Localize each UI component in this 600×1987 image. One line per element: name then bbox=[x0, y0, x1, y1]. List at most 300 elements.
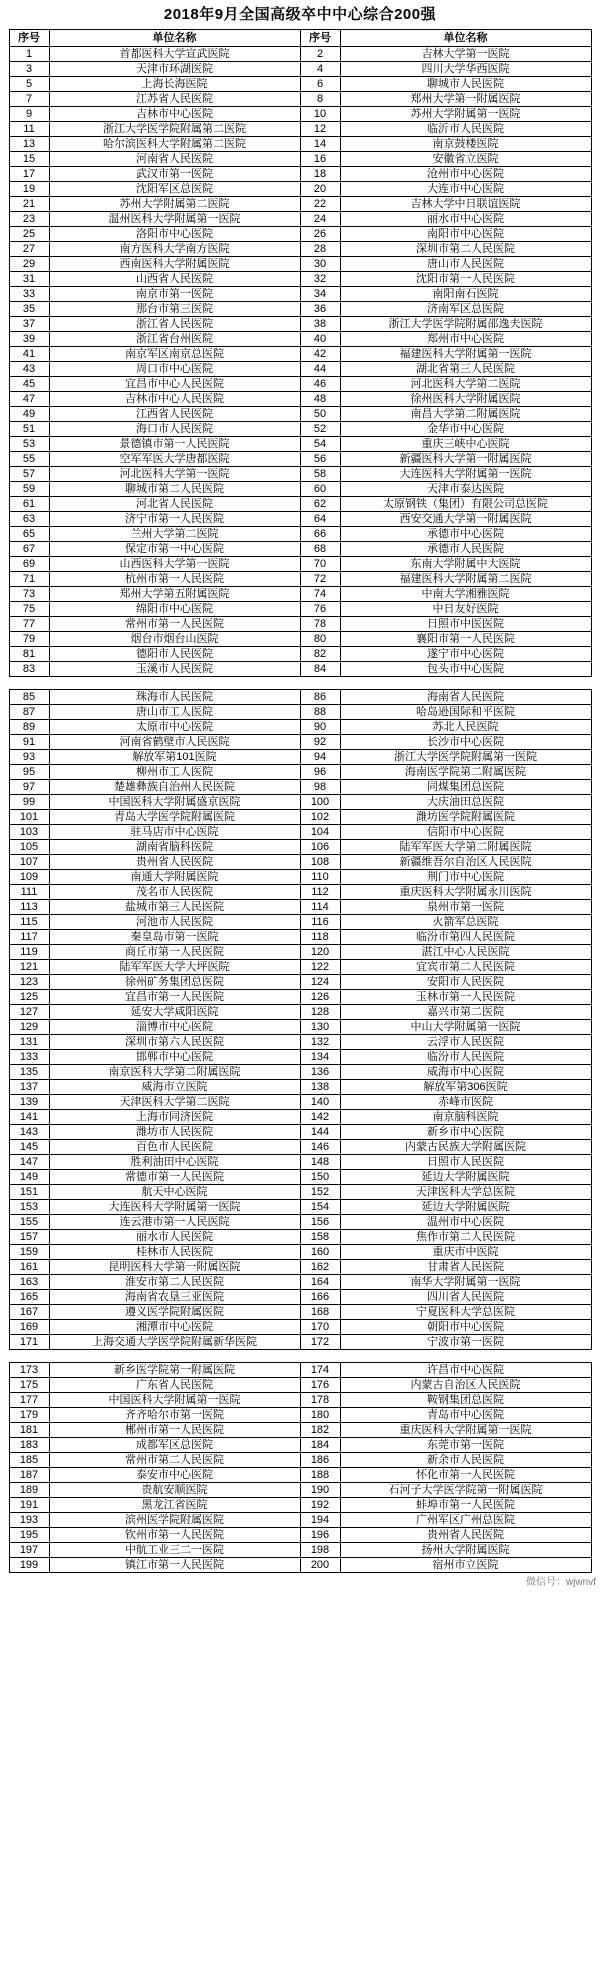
cell-rank: 188 bbox=[300, 1468, 340, 1483]
table-row bbox=[9, 1065, 591, 1080]
cell-unit-name: 山西医科大学第一医院 bbox=[49, 557, 300, 572]
cell-rank: 170 bbox=[300, 1320, 340, 1335]
cell-unit-name: 大庆油田总医院 bbox=[340, 795, 591, 810]
table-row bbox=[9, 1408, 591, 1423]
cell-unit-name: 怀化市第一人民医院 bbox=[340, 1468, 591, 1483]
cell-unit-name: 上海长海医院 bbox=[49, 77, 300, 92]
cell-rank: 143 bbox=[9, 1125, 49, 1140]
cell-rank: 34 bbox=[300, 287, 340, 302]
cell-unit-name: 襄阳市第一人民医院 bbox=[340, 632, 591, 647]
cell-unit-name: 解放军第306医院 bbox=[340, 1080, 591, 1095]
table-row bbox=[9, 1215, 591, 1230]
cell-rank: 95 bbox=[9, 765, 49, 780]
cell-unit-name: 重庆医科大学附属第一医院 bbox=[340, 1423, 591, 1438]
table-row bbox=[9, 437, 591, 452]
table-row bbox=[9, 735, 591, 750]
cell-rank: 87 bbox=[9, 705, 49, 720]
table-row bbox=[9, 1513, 591, 1528]
cell-unit-name: 甘肃省人民医院 bbox=[340, 1260, 591, 1275]
table-body-block-1 bbox=[9, 47, 591, 677]
cell-unit-name: 西安交通大学第一附属医院 bbox=[340, 512, 591, 527]
cell-rank: 66 bbox=[300, 527, 340, 542]
cell-unit-name: 荆门市中心医院 bbox=[340, 870, 591, 885]
cell-rank: 102 bbox=[300, 810, 340, 825]
cell-unit-name: 宜宾市第二人民医院 bbox=[340, 960, 591, 975]
cell-rank: 126 bbox=[300, 990, 340, 1005]
cell-unit-name: 朝阳市中心医院 bbox=[340, 1320, 591, 1335]
table-row bbox=[9, 122, 591, 137]
cell-rank: 41 bbox=[9, 347, 49, 362]
table-row bbox=[9, 422, 591, 437]
table-row bbox=[9, 62, 591, 77]
cell-unit-name: 泰安市中心医院 bbox=[49, 1468, 300, 1483]
table-row bbox=[9, 690, 591, 705]
cell-unit-name: 黑龙江省医院 bbox=[49, 1498, 300, 1513]
cell-unit-name: 临汾市人民医院 bbox=[340, 1050, 591, 1065]
cell-rank: 24 bbox=[300, 212, 340, 227]
cell-rank: 75 bbox=[9, 602, 49, 617]
table-row bbox=[9, 1528, 591, 1543]
cell-unit-name: 信阳市中心医院 bbox=[340, 825, 591, 840]
cell-rank: 93 bbox=[9, 750, 49, 765]
cell-rank: 108 bbox=[300, 855, 340, 870]
table-row bbox=[9, 512, 591, 527]
cell-unit-name: 海南医学院第二附属医院 bbox=[340, 765, 591, 780]
block-spacer-1 bbox=[0, 677, 600, 689]
cell-unit-name: 许昌市中心医院 bbox=[340, 1363, 591, 1378]
cell-unit-name: 解放军第101医院 bbox=[49, 750, 300, 765]
table-row bbox=[9, 182, 591, 197]
cell-rank: 182 bbox=[300, 1423, 340, 1438]
cell-rank: 79 bbox=[9, 632, 49, 647]
cell-unit-name: 湖南省脑科医院 bbox=[49, 840, 300, 855]
cell-unit-name: 玉溪市人民医院 bbox=[49, 662, 300, 677]
cell-unit-name: 常州市第一人民医院 bbox=[49, 617, 300, 632]
cell-unit-name: 浙江省人民医院 bbox=[49, 317, 300, 332]
cell-unit-name: 贵州省人民医院 bbox=[340, 1528, 591, 1543]
cell-unit-name: 洛阳市中心医院 bbox=[49, 227, 300, 242]
cell-rank: 77 bbox=[9, 617, 49, 632]
cell-unit-name: 武汉市第一医院 bbox=[49, 167, 300, 182]
cell-unit-name: 温州市中心医院 bbox=[340, 1215, 591, 1230]
cell-rank: 96 bbox=[300, 765, 340, 780]
watermark-text: 微信号：wjwnvf bbox=[525, 1577, 596, 1588]
cell-rank: 140 bbox=[300, 1095, 340, 1110]
cell-rank: 109 bbox=[9, 870, 49, 885]
cell-unit-name: 遵义医学院附属医院 bbox=[49, 1305, 300, 1320]
cell-rank: 5 bbox=[9, 77, 49, 92]
cell-unit-name: 江苏省人民医院 bbox=[49, 92, 300, 107]
cell-rank: 193 bbox=[9, 1513, 49, 1528]
cell-unit-name: 延边大学附属医院 bbox=[340, 1170, 591, 1185]
table-row bbox=[9, 1438, 591, 1453]
cell-rank: 12 bbox=[300, 122, 340, 137]
cell-rank: 129 bbox=[9, 1020, 49, 1035]
cell-unit-name: 遂宁市中心医院 bbox=[340, 647, 591, 662]
cell-unit-name: 贵航安顺医院 bbox=[49, 1483, 300, 1498]
table-row bbox=[9, 780, 591, 795]
cell-unit-name: 南华大学附属第一医院 bbox=[340, 1275, 591, 1290]
cell-unit-name: 日照市人民医院 bbox=[340, 1155, 591, 1170]
cell-rank: 62 bbox=[300, 497, 340, 512]
cell-rank: 57 bbox=[9, 467, 49, 482]
cell-rank: 27 bbox=[9, 242, 49, 257]
cell-rank: 40 bbox=[300, 332, 340, 347]
table-row bbox=[9, 362, 591, 377]
cell-rank: 105 bbox=[9, 840, 49, 855]
cell-unit-name: 新乡医学院第一附属医院 bbox=[49, 1363, 300, 1378]
cell-rank: 123 bbox=[9, 975, 49, 990]
cell-rank: 121 bbox=[9, 960, 49, 975]
cell-rank: 139 bbox=[9, 1095, 49, 1110]
cell-unit-name: 宜昌市中心人民医院 bbox=[49, 377, 300, 392]
table-row bbox=[9, 900, 591, 915]
cell-unit-name: 玉林市第一人民医院 bbox=[340, 990, 591, 1005]
cell-unit-name: 河北医科大学第一医院 bbox=[49, 467, 300, 482]
cell-unit-name: 浙江大学医学院附属第一医院 bbox=[340, 750, 591, 765]
table-row bbox=[9, 945, 591, 960]
column-header-rank-left: 序号 bbox=[9, 30, 49, 47]
table-row bbox=[9, 1290, 591, 1305]
cell-unit-name: 福建医科大学附属第一医院 bbox=[340, 347, 591, 362]
cell-unit-name: 周口市中心医院 bbox=[49, 362, 300, 377]
cell-unit-name: 空军军医大学唐都医院 bbox=[49, 452, 300, 467]
table-row bbox=[9, 1245, 591, 1260]
cell-rank: 35 bbox=[9, 302, 49, 317]
cell-unit-name: 陆军军医大学大坪医院 bbox=[49, 960, 300, 975]
cell-rank: 131 bbox=[9, 1035, 49, 1050]
cell-rank: 186 bbox=[300, 1453, 340, 1468]
cell-rank: 157 bbox=[9, 1230, 49, 1245]
cell-unit-name: 内蒙古自治区人民医院 bbox=[340, 1378, 591, 1393]
cell-unit-name: 珠海市人民医院 bbox=[49, 690, 300, 705]
column-header-name-left: 单位名称 bbox=[49, 30, 300, 47]
cell-rank: 37 bbox=[9, 317, 49, 332]
table-row bbox=[9, 930, 591, 945]
cell-rank: 49 bbox=[9, 407, 49, 422]
cell-rank: 60 bbox=[300, 482, 340, 497]
cell-unit-name: 吉林市中心医院 bbox=[49, 107, 300, 122]
cell-rank: 52 bbox=[300, 422, 340, 437]
cell-rank: 42 bbox=[300, 347, 340, 362]
cell-unit-name: 商丘市第一人民医院 bbox=[49, 945, 300, 960]
cell-unit-name: 首都医科大学宣武医院 bbox=[49, 47, 300, 62]
cell-rank: 181 bbox=[9, 1423, 49, 1438]
cell-unit-name: 中南大学湘雅医院 bbox=[340, 587, 591, 602]
cell-rank: 200 bbox=[300, 1558, 340, 1573]
cell-rank: 125 bbox=[9, 990, 49, 1005]
cell-unit-name: 天津市环湖医院 bbox=[49, 62, 300, 77]
table-row bbox=[9, 1498, 591, 1513]
cell-rank: 50 bbox=[300, 407, 340, 422]
cell-unit-name: 江西省人民医院 bbox=[49, 407, 300, 422]
cell-unit-name: 南阳南石医院 bbox=[340, 287, 591, 302]
table-row bbox=[9, 705, 591, 720]
cell-rank: 78 bbox=[300, 617, 340, 632]
table-row bbox=[9, 750, 591, 765]
cell-rank: 179 bbox=[9, 1408, 49, 1423]
cell-rank: 166 bbox=[300, 1290, 340, 1305]
cell-rank: 4 bbox=[300, 62, 340, 77]
table-row bbox=[9, 152, 591, 167]
cell-rank: 136 bbox=[300, 1065, 340, 1080]
cell-unit-name: 驻马店市中心医院 bbox=[49, 825, 300, 840]
cell-rank: 46 bbox=[300, 377, 340, 392]
cell-unit-name: 湘潭市中心医院 bbox=[49, 1320, 300, 1335]
cell-rank: 36 bbox=[300, 302, 340, 317]
cell-rank: 9 bbox=[9, 107, 49, 122]
table-row bbox=[9, 1423, 591, 1438]
cell-rank: 33 bbox=[9, 287, 49, 302]
cell-unit-name: 沈阳军区总医院 bbox=[49, 182, 300, 197]
cell-unit-name: 郑州大学第一附属医院 bbox=[340, 92, 591, 107]
cell-rank: 156 bbox=[300, 1215, 340, 1230]
cell-rank: 124 bbox=[300, 975, 340, 990]
table-row bbox=[9, 810, 591, 825]
cell-unit-name: 宁波市第一医院 bbox=[340, 1335, 591, 1350]
table-row bbox=[9, 1320, 591, 1335]
table-row bbox=[9, 975, 591, 990]
cell-unit-name: 河北省人民医院 bbox=[49, 497, 300, 512]
cell-unit-name: 苏州大学附属第一医院 bbox=[340, 107, 591, 122]
cell-rank: 118 bbox=[300, 930, 340, 945]
cell-rank: 114 bbox=[300, 900, 340, 915]
cell-rank: 76 bbox=[300, 602, 340, 617]
cell-unit-name: 南京鼓楼医院 bbox=[340, 137, 591, 152]
cell-rank: 13 bbox=[9, 137, 49, 152]
cell-rank: 2 bbox=[300, 47, 340, 62]
cell-unit-name: 苏北人民医院 bbox=[340, 720, 591, 735]
cell-rank: 25 bbox=[9, 227, 49, 242]
cell-unit-name: 常德市第一人民医院 bbox=[49, 1170, 300, 1185]
cell-unit-name: 温州医科大学附属第一医院 bbox=[49, 212, 300, 227]
cell-unit-name: 东莞市第一医院 bbox=[340, 1438, 591, 1453]
cell-unit-name: 潍坊市人民医院 bbox=[49, 1125, 300, 1140]
cell-rank: 98 bbox=[300, 780, 340, 795]
cell-rank: 153 bbox=[9, 1200, 49, 1215]
cell-rank: 86 bbox=[300, 690, 340, 705]
table-row bbox=[9, 227, 591, 242]
cell-rank: 23 bbox=[9, 212, 49, 227]
cell-rank: 91 bbox=[9, 735, 49, 750]
cell-rank: 97 bbox=[9, 780, 49, 795]
cell-rank: 21 bbox=[9, 197, 49, 212]
cell-rank: 113 bbox=[9, 900, 49, 915]
cell-unit-name: 南阳市中心医院 bbox=[340, 227, 591, 242]
column-header-name-right: 单位名称 bbox=[340, 30, 591, 47]
cell-rank: 169 bbox=[9, 1320, 49, 1335]
table-row bbox=[9, 1275, 591, 1290]
table-row bbox=[9, 1558, 591, 1573]
cell-unit-name: 郑州大学第五附属医院 bbox=[49, 587, 300, 602]
table-row bbox=[9, 1335, 591, 1350]
cell-rank: 101 bbox=[9, 810, 49, 825]
table-row bbox=[9, 557, 591, 572]
cell-rank: 26 bbox=[300, 227, 340, 242]
cell-rank: 61 bbox=[9, 497, 49, 512]
cell-rank: 189 bbox=[9, 1483, 49, 1498]
table-row bbox=[9, 960, 591, 975]
cell-unit-name: 苏州大学附属第二医院 bbox=[49, 197, 300, 212]
cell-unit-name: 安徽省立医院 bbox=[340, 152, 591, 167]
cell-unit-name: 钦州市第一人民医院 bbox=[49, 1528, 300, 1543]
table-row bbox=[9, 1125, 591, 1140]
cell-unit-name: 湖北省第三人民医院 bbox=[340, 362, 591, 377]
table-row bbox=[9, 1393, 591, 1408]
cell-unit-name: 四川省人民医院 bbox=[340, 1290, 591, 1305]
cell-unit-name: 安阳市人民医院 bbox=[340, 975, 591, 990]
cell-rank: 122 bbox=[300, 960, 340, 975]
cell-rank: 149 bbox=[9, 1170, 49, 1185]
cell-rank: 8 bbox=[300, 92, 340, 107]
cell-unit-name: 新余市人民医院 bbox=[340, 1453, 591, 1468]
cell-unit-name: 兰州大学第二医院 bbox=[49, 527, 300, 542]
cell-rank: 1 bbox=[9, 47, 49, 62]
cell-rank: 10 bbox=[300, 107, 340, 122]
table-row bbox=[9, 452, 591, 467]
cell-unit-name: 盐城市第三人民医院 bbox=[49, 900, 300, 915]
cell-unit-name: 贵州省人民医院 bbox=[49, 855, 300, 870]
table-row bbox=[9, 377, 591, 392]
cell-rank: 199 bbox=[9, 1558, 49, 1573]
cell-unit-name: 新疆维吾尔自治区人民医院 bbox=[340, 855, 591, 870]
cell-rank: 28 bbox=[300, 242, 340, 257]
cell-unit-name: 聊城市第二人民医院 bbox=[49, 482, 300, 497]
column-header-rank-right: 序号 bbox=[300, 30, 340, 47]
cell-rank: 138 bbox=[300, 1080, 340, 1095]
cell-unit-name: 太原钢铁（集团）有限公司总医院 bbox=[340, 497, 591, 512]
cell-unit-name: 南京市第一医院 bbox=[49, 287, 300, 302]
table-row bbox=[9, 167, 591, 182]
cell-rank: 68 bbox=[300, 542, 340, 557]
cell-unit-name: 秦皇岛市第一医院 bbox=[49, 930, 300, 945]
cell-rank: 47 bbox=[9, 392, 49, 407]
cell-rank: 43 bbox=[9, 362, 49, 377]
cell-unit-name: 海南省农垦三亚医院 bbox=[49, 1290, 300, 1305]
table-row bbox=[9, 1230, 591, 1245]
cell-unit-name: 中山大学附属第一医院 bbox=[340, 1020, 591, 1035]
cell-rank: 167 bbox=[9, 1305, 49, 1320]
cell-rank: 11 bbox=[9, 122, 49, 137]
cell-unit-name: 常州市第二人民医院 bbox=[49, 1453, 300, 1468]
cell-unit-name: 东南大学附属中大医院 bbox=[340, 557, 591, 572]
table-row bbox=[9, 855, 591, 870]
cell-rank: 120 bbox=[300, 945, 340, 960]
cell-unit-name: 滨州医学院附属医院 bbox=[49, 1513, 300, 1528]
cell-rank: 92 bbox=[300, 735, 340, 750]
cell-rank: 58 bbox=[300, 467, 340, 482]
cell-unit-name: 太原市中心医院 bbox=[49, 720, 300, 735]
rank-table-block-3 bbox=[9, 1362, 592, 1573]
cell-unit-name: 唐山市人民医院 bbox=[340, 257, 591, 272]
table-row bbox=[9, 137, 591, 152]
table-row bbox=[9, 197, 591, 212]
cell-rank: 45 bbox=[9, 377, 49, 392]
cell-unit-name: 火箭军总医院 bbox=[340, 915, 591, 930]
table-row bbox=[9, 720, 591, 735]
cell-unit-name: 鞍钢集团总医院 bbox=[340, 1393, 591, 1408]
table-row bbox=[9, 662, 591, 677]
cell-unit-name: 那台市第三医院 bbox=[49, 302, 300, 317]
cell-unit-name: 嘉兴市第二医院 bbox=[340, 1005, 591, 1020]
cell-unit-name: 天津市泰达医院 bbox=[340, 482, 591, 497]
cell-rank: 146 bbox=[300, 1140, 340, 1155]
cell-unit-name: 日照市中医医院 bbox=[340, 617, 591, 632]
cell-unit-name: 徐州矿务集团总医院 bbox=[49, 975, 300, 990]
cell-rank: 161 bbox=[9, 1260, 49, 1275]
cell-unit-name: 威海市立医院 bbox=[49, 1080, 300, 1095]
cell-rank: 29 bbox=[9, 257, 49, 272]
cell-unit-name: 镇江市第一人民医院 bbox=[49, 1558, 300, 1573]
cell-unit-name: 河北医科大学第二医院 bbox=[340, 377, 591, 392]
table-row bbox=[9, 1453, 591, 1468]
cell-rank: 152 bbox=[300, 1185, 340, 1200]
cell-unit-name: 徐州医科大学附属医院 bbox=[340, 392, 591, 407]
cell-rank: 111 bbox=[9, 885, 49, 900]
cell-unit-name: 扬州大学附属医院 bbox=[340, 1543, 591, 1558]
cell-rank: 64 bbox=[300, 512, 340, 527]
cell-rank: 195 bbox=[9, 1528, 49, 1543]
cell-rank: 185 bbox=[9, 1453, 49, 1468]
cell-rank: 85 bbox=[9, 690, 49, 705]
cell-rank: 187 bbox=[9, 1468, 49, 1483]
cell-unit-name: 西南医科大学附属医院 bbox=[49, 257, 300, 272]
table-row bbox=[9, 92, 591, 107]
table-row bbox=[9, 332, 591, 347]
cell-rank: 115 bbox=[9, 915, 49, 930]
table-row bbox=[9, 1543, 591, 1558]
cell-unit-name: 广东省人民医院 bbox=[49, 1378, 300, 1393]
cell-unit-name: 重庆市中医院 bbox=[340, 1245, 591, 1260]
cell-unit-name: 中日友好医院 bbox=[340, 602, 591, 617]
cell-rank: 198 bbox=[300, 1543, 340, 1558]
cell-unit-name: 济南军区总医院 bbox=[340, 302, 591, 317]
cell-rank: 94 bbox=[300, 750, 340, 765]
cell-rank: 168 bbox=[300, 1305, 340, 1320]
cell-rank: 172 bbox=[300, 1335, 340, 1350]
cell-rank: 184 bbox=[300, 1438, 340, 1453]
cell-unit-name: 延安大学咸阳医院 bbox=[49, 1005, 300, 1020]
cell-rank: 15 bbox=[9, 152, 49, 167]
cell-rank: 132 bbox=[300, 1035, 340, 1050]
cell-unit-name: 航天中心医院 bbox=[49, 1185, 300, 1200]
cell-unit-name: 湛江中心人民医院 bbox=[340, 945, 591, 960]
cell-unit-name: 焦作市第二人民医院 bbox=[340, 1230, 591, 1245]
table-row bbox=[9, 272, 591, 287]
cell-unit-name: 哈尔滨医科大学附属第二医院 bbox=[49, 137, 300, 152]
cell-rank: 106 bbox=[300, 840, 340, 855]
cell-unit-name: 柳州市工人医院 bbox=[49, 765, 300, 780]
cell-rank: 171 bbox=[9, 1335, 49, 1350]
cell-rank: 59 bbox=[9, 482, 49, 497]
cell-unit-name: 威海市中心医院 bbox=[340, 1065, 591, 1080]
cell-rank: 7 bbox=[9, 92, 49, 107]
cell-unit-name: 石河子大学医学院第一附属医院 bbox=[340, 1483, 591, 1498]
table-row bbox=[9, 1035, 591, 1050]
cell-rank: 119 bbox=[9, 945, 49, 960]
cell-rank: 70 bbox=[300, 557, 340, 572]
table-header-row bbox=[9, 30, 591, 47]
cell-unit-name: 浙江大学医学院附属第二医院 bbox=[49, 122, 300, 137]
table-row bbox=[9, 1170, 591, 1185]
cell-rank: 72 bbox=[300, 572, 340, 587]
cell-rank: 53 bbox=[9, 437, 49, 452]
cell-rank: 88 bbox=[300, 705, 340, 720]
cell-rank: 183 bbox=[9, 1438, 49, 1453]
cell-unit-name: 天津医科大学第二医院 bbox=[49, 1095, 300, 1110]
cell-rank: 107 bbox=[9, 855, 49, 870]
cell-rank: 127 bbox=[9, 1005, 49, 1020]
